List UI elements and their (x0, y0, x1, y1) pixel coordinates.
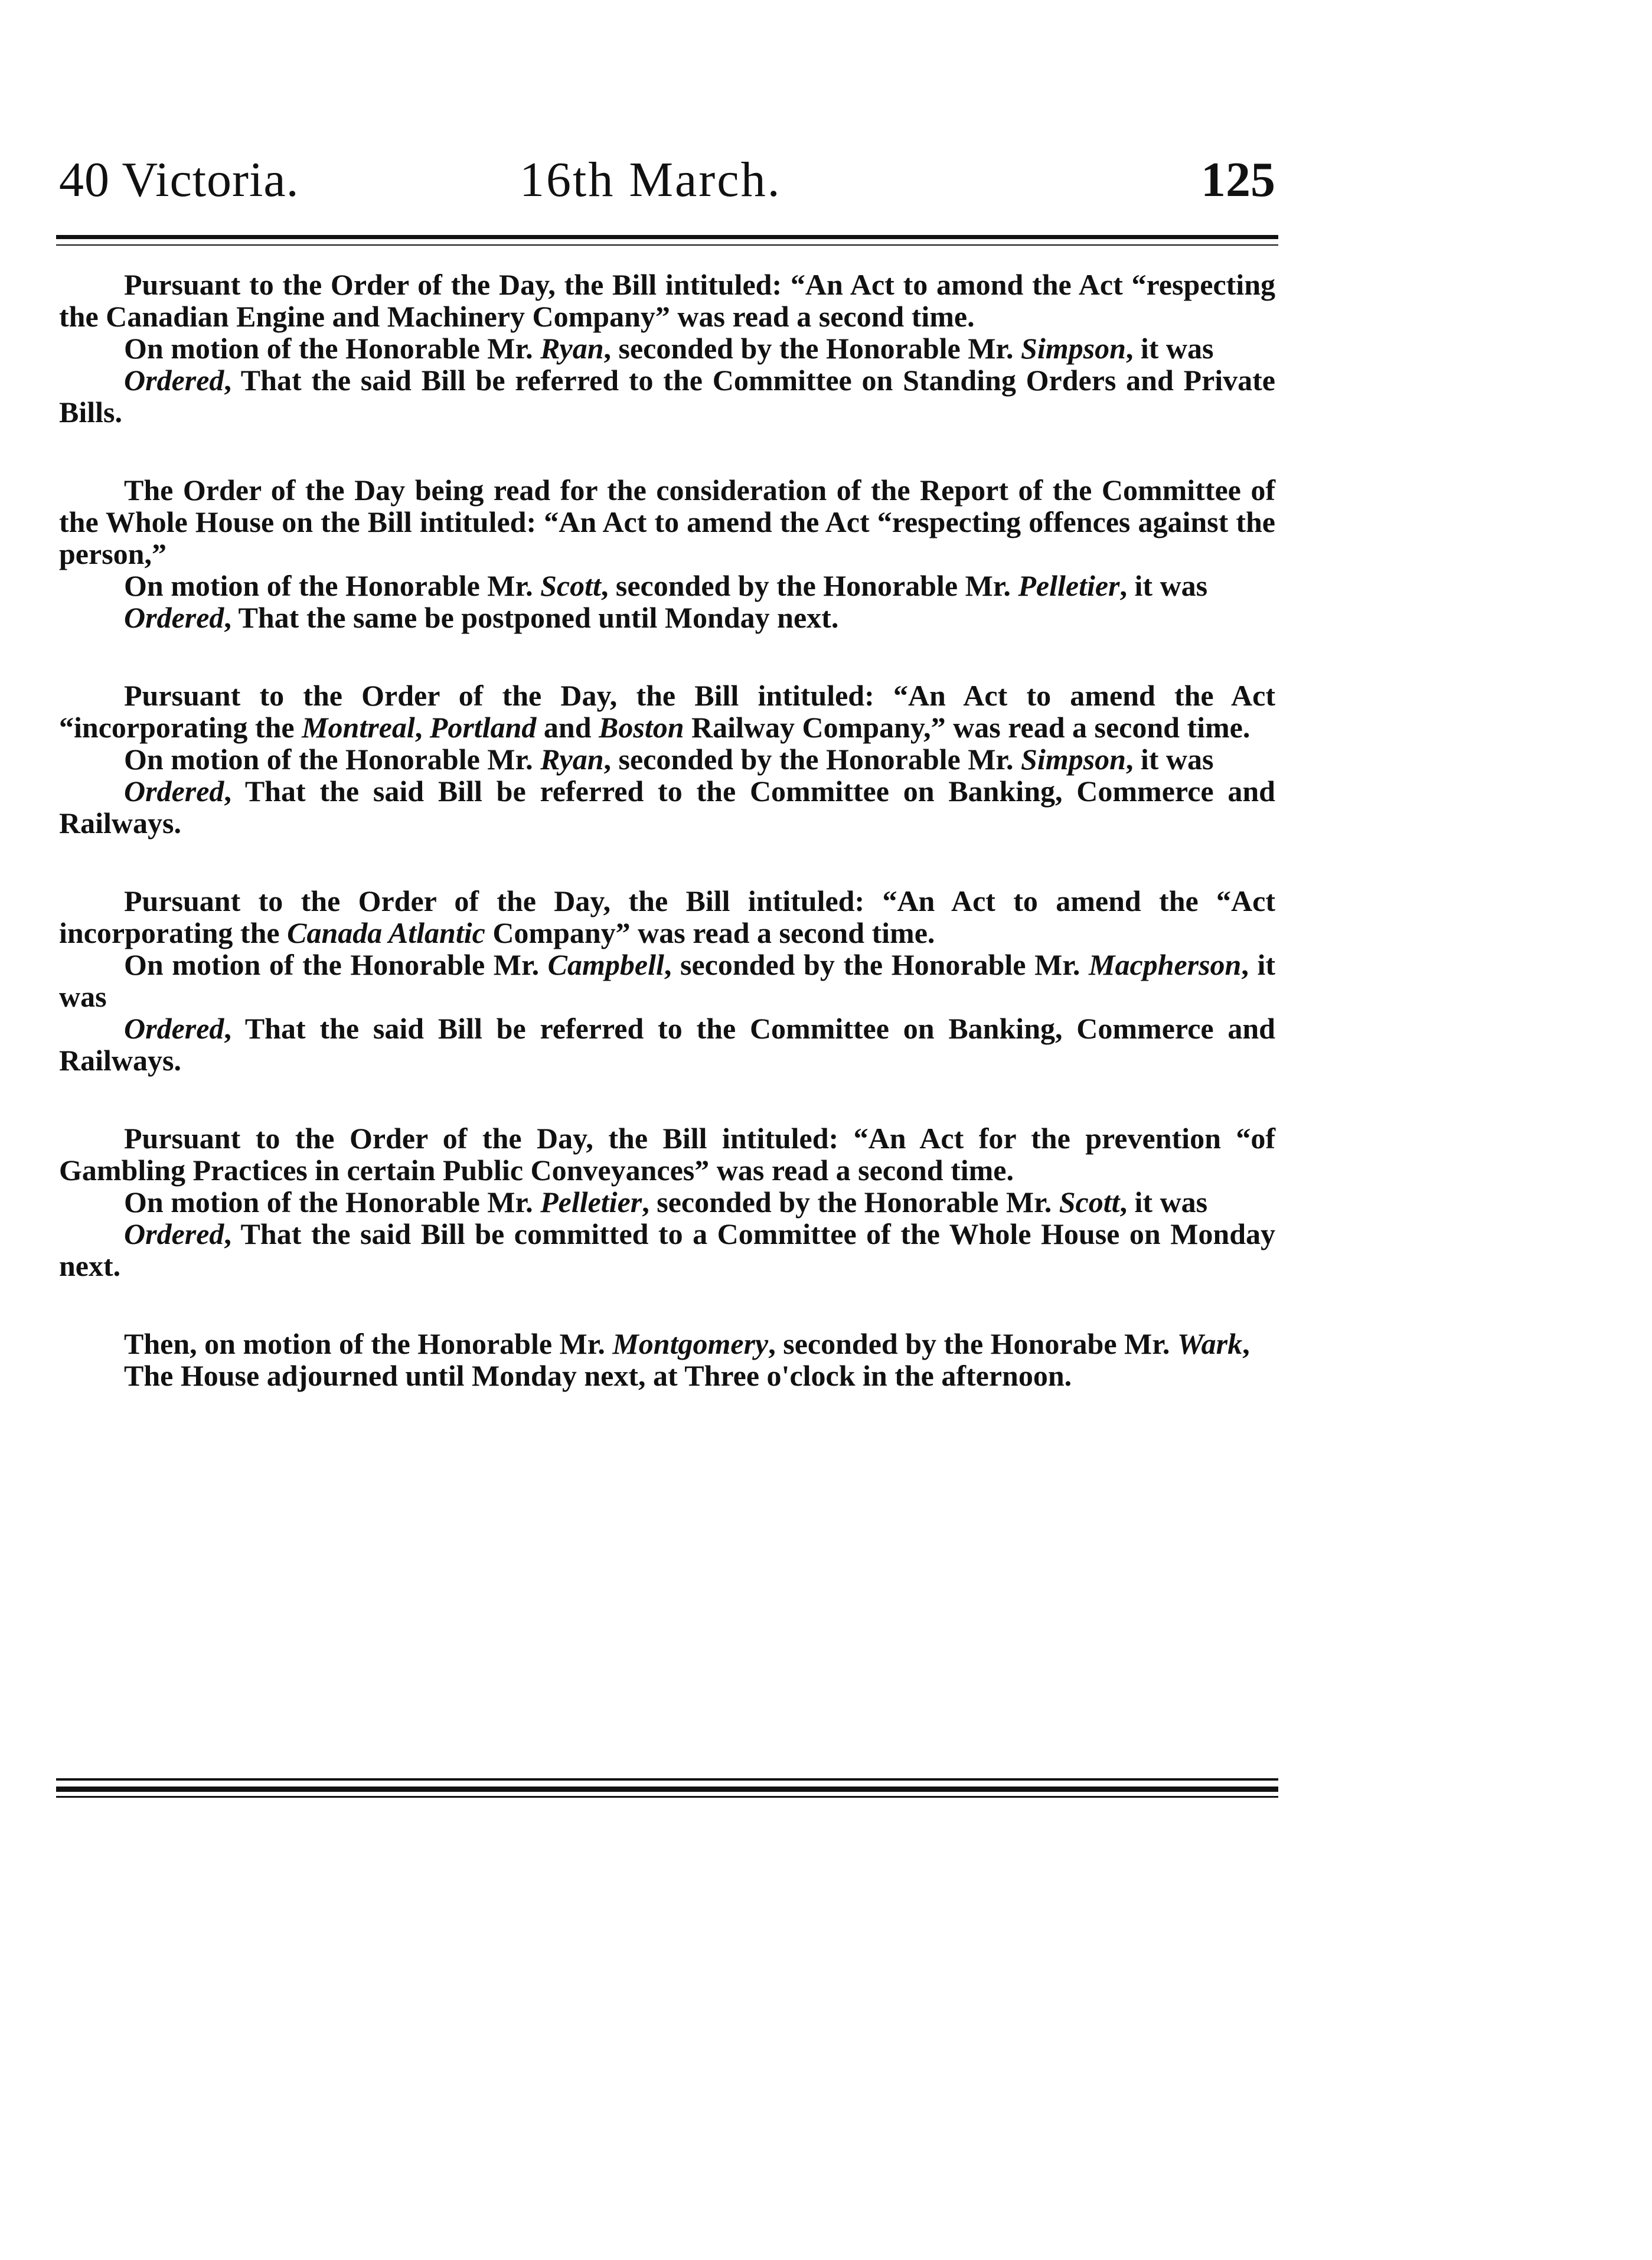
text-run: , (1242, 1327, 1250, 1360)
entry-subparagraph (59, 1013, 1275, 1076)
italic-text: Ordered (124, 364, 224, 397)
italic-text: Macpherson (1088, 948, 1242, 981)
text-run: The Order of the Day being read for the consideration of the Report of the Committee of the Whole House on the Bill intituled: “An Act to amend the Act “respecting offences against the person,” (59, 473, 1275, 570)
text-run: , it was (1125, 743, 1214, 776)
entry-paragraph (59, 680, 1275, 743)
entry-subparagraph (59, 332, 1275, 364)
entry-subparagraph (59, 602, 1275, 633)
italic-text: Scott (1059, 1185, 1120, 1219)
text-run: , seconded by the Honorable Mr. (664, 948, 1089, 981)
entry-paragraph (59, 269, 1275, 332)
text-run: Then, on motion of the Honorable Mr. (124, 1327, 613, 1360)
text-run: On motion of the Honorable Mr. (124, 743, 541, 776)
header-rule-thin (56, 244, 1278, 246)
text-run: , it was (1119, 569, 1208, 602)
text-run: Pursuant to the Order of the Day, the Bill intituled: “An Act for the prevention “of Gambling Practices in certain Public Conveyances” was read a second time. (59, 1122, 1275, 1187)
italic-text: Montgomery (612, 1327, 769, 1360)
text-run: Company” was read a second time. (485, 916, 935, 949)
text-run: , That the said Bill be committed to a Committee of the Whole House on Monday next. (59, 1217, 1275, 1282)
italic-text: Scott (540, 569, 601, 602)
italic-text: Portland (429, 711, 537, 744)
entry-subparagraph (59, 570, 1275, 602)
entry-subparagraph (59, 775, 1275, 839)
italic-text: Pelletier (540, 1185, 642, 1219)
journal-body (59, 269, 1275, 1438)
italic-text: Wark (1177, 1327, 1243, 1360)
text-run: , That the said Bill be referred to the Committee on Standing Orders and Private Bills. (59, 364, 1275, 429)
journal-entry (59, 885, 1275, 1076)
entry-paragraph (59, 1328, 1275, 1360)
text-run: The House adjourned until Monday next, at Three o'clock in the afternoon. (124, 1359, 1072, 1392)
text-run: , seconded by the Honorable Mr. (642, 1185, 1059, 1219)
text-run: , it was (1125, 332, 1214, 365)
italic-text: Pelletier (1018, 569, 1120, 602)
text-run: Pursuant to the Order of the Day, the Bill intituled: “An Act to amend the Act “incorporating the (59, 679, 1275, 744)
entry-subparagraph (59, 1218, 1275, 1282)
text-run: , That the said Bill be referred to the Committee on Banking, Commerce and Railways. (59, 1012, 1275, 1077)
italic-text: Campbell (547, 948, 664, 981)
footer-rule (56, 1787, 1278, 1792)
italic-text: Ordered (124, 1217, 224, 1250)
italic-text: Ryan (540, 743, 604, 776)
text-run: Railway Company,” was read a second time. (684, 711, 1251, 744)
italic-text: Ordered (124, 601, 224, 634)
italic-text: Simpson (1021, 332, 1126, 365)
text-run: On motion of the Honorable Mr. (124, 569, 541, 602)
text-run: Pursuant to the Order of the Day, the Bill intituled: “An Act to amend the “Act incorporating the (59, 884, 1275, 949)
page-number: 125 (1201, 152, 1275, 207)
text-run: Pursuant to the Order of the Day, the Bill intituled: “An Act to amond the Act “respecting the Canadian Engine and Machinery Company” was read a second time. (59, 268, 1275, 333)
italic-text: Ordered (124, 1012, 224, 1045)
text-run: , (414, 711, 430, 744)
entry-subparagraph (59, 1186, 1275, 1218)
text-run: , seconded by the Honorable Mr. (603, 743, 1021, 776)
journal-entry (59, 680, 1275, 839)
italic-text: Simpson (1021, 743, 1126, 776)
text-run: On motion of the Honorable Mr. (124, 948, 548, 981)
journal-entry (59, 269, 1275, 428)
text-run: , seconded by the Honorabe Mr. (768, 1327, 1177, 1360)
italic-text: Boston (599, 711, 684, 744)
entry-paragraph (59, 885, 1275, 949)
italic-text: Montreal (302, 711, 415, 744)
text-run: , That the said Bill be referred to the Committee on Banking, Commerce and Railways. (59, 775, 1275, 840)
text-run: , seconded by the Honorable Mr. (603, 332, 1021, 365)
italic-text: Canada Atlantic (287, 916, 485, 949)
entry-subparagraph (59, 364, 1275, 428)
text-run: and (536, 711, 599, 744)
footer-rule-lower (56, 1796, 1278, 1798)
journal-entry (59, 474, 1275, 633)
text-run: , it was (59, 948, 1275, 1013)
text-run: , That the same be postponed until Monday next. (224, 601, 839, 634)
entry-subparagraph (59, 949, 1275, 1013)
italic-text: Ryan (540, 332, 604, 365)
journal-entry (59, 1122, 1275, 1282)
italic-text: Ordered (124, 775, 224, 808)
entry-paragraph (59, 1122, 1275, 1186)
entry-subparagraph (59, 1360, 1275, 1392)
entry-paragraph (59, 474, 1275, 570)
header-date: 16th March. (520, 152, 782, 207)
text-run: On motion of the Honorable Mr. (124, 1185, 541, 1219)
text-run: On motion of the Honorable Mr. (124, 332, 541, 365)
entry-subparagraph (59, 743, 1275, 775)
footer-rule-thin (56, 1778, 1278, 1781)
header-rule (56, 235, 1278, 239)
page-header (59, 148, 1275, 213)
text-run: , seconded by the Honorable Mr. (600, 569, 1018, 602)
header-session: 40 Victoria. (59, 152, 299, 207)
text-run: , it was (1119, 1185, 1208, 1219)
journal-entry (59, 1328, 1275, 1392)
